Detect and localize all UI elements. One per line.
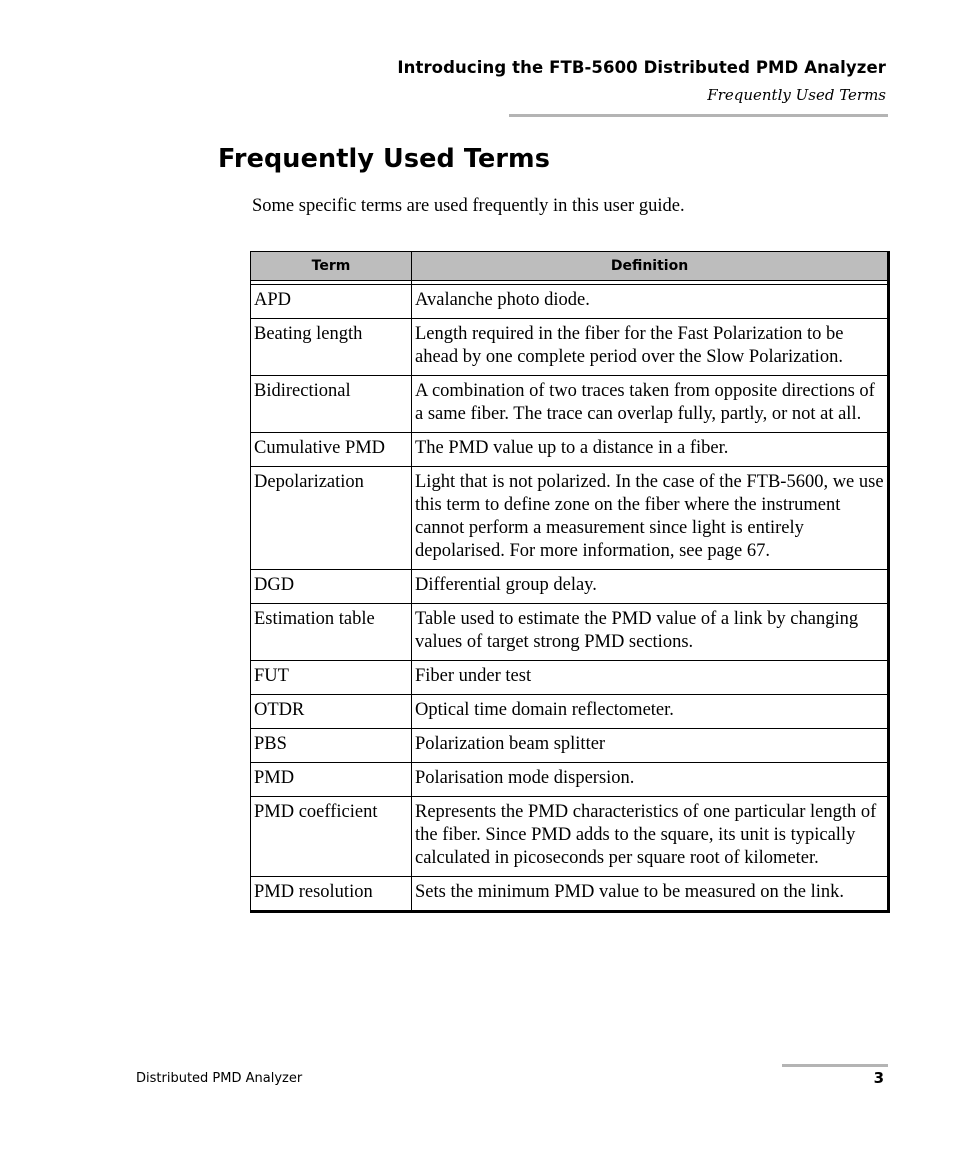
definition-cell: Represents the PMD characteristics of one particular length of the fiber. Since PMD adds to the square, its unit is typically calculated in picoseconds per square root of kilometer. <box>412 797 889 877</box>
table-row <box>251 376 889 433</box>
term-cell: PMD resolution <box>251 877 412 912</box>
definition-cell: Table used to estimate the PMD value of a link by changing values of target strong PMD sections. <box>412 604 889 661</box>
definition-cell: Fiber under test <box>412 661 889 695</box>
intro-paragraph: Some specific terms are used frequently in this user guide. <box>252 196 685 216</box>
term-cell: Cumulative PMD <box>251 433 412 467</box>
column-header-definition: Definition <box>412 252 889 281</box>
term-cell: DGD <box>251 570 412 604</box>
table-row <box>251 661 889 695</box>
definition-cell: Optical time domain reflectometer. <box>412 695 889 729</box>
term-cell: PMD coefficient <box>251 797 412 877</box>
definition-cell: Avalanche photo diode. <box>412 285 889 319</box>
table-row <box>251 797 889 877</box>
table-row <box>251 433 889 467</box>
page-number: 3 <box>873 1069 884 1087</box>
definition-cell: A combination of two traces taken from opposite directions of a same fiber. The trace can overlap fully, partly, or not at all. <box>412 376 889 433</box>
table-row <box>251 763 889 797</box>
term-cell: Beating length <box>251 319 412 376</box>
definition-cell: Polarisation mode dispersion. <box>412 763 889 797</box>
term-cell: PMD <box>251 763 412 797</box>
running-header <box>397 58 886 104</box>
table-row <box>251 285 889 319</box>
term-cell: Bidirectional <box>251 376 412 433</box>
chapter-title: Introducing the FTB-5600 Distributed PMD Analyzer <box>397 58 886 77</box>
footer-rule <box>782 1064 888 1067</box>
header-rule <box>509 114 888 117</box>
footer-product-name: Distributed PMD Analyzer <box>136 1071 303 1086</box>
terms-table <box>250 251 890 913</box>
section-subtitle: Frequently Used Terms <box>707 86 886 104</box>
table-row <box>251 695 889 729</box>
term-cell: APD <box>251 285 412 319</box>
table-row <box>251 877 889 912</box>
table-row <box>251 319 889 376</box>
definition-cell: Sets the minimum PMD value to be measured on the link. <box>412 877 889 912</box>
term-cell: OTDR <box>251 695 412 729</box>
table-header <box>251 252 889 281</box>
definition-cell: Polarization beam splitter <box>412 729 889 763</box>
table-body <box>251 281 889 912</box>
term-cell: FUT <box>251 661 412 695</box>
table-row <box>251 570 889 604</box>
table-row <box>251 729 889 763</box>
table-row <box>251 604 889 661</box>
definition-cell: The PMD value up to a distance in a fiber. <box>412 433 889 467</box>
term-cell: Depolarization <box>251 467 412 570</box>
table-row <box>251 467 889 570</box>
definition-cell: Light that is not polarized. In the case of the FTB-5600, we use this term to define zone on the fiber where the instrument cannot perform a measurement since light is entirely depolarised. For more information, see page 67. <box>412 467 889 570</box>
definition-cell: Differential group delay. <box>412 570 889 604</box>
page-title: Frequently Used Terms <box>218 144 550 174</box>
column-header-term: Term <box>251 252 412 281</box>
definition-cell: Length required in the fiber for the Fast Polarization to be ahead by one complete period over the Slow Polarization. <box>412 319 889 376</box>
term-cell: Estimation table <box>251 604 412 661</box>
term-cell: PBS <box>251 729 412 763</box>
